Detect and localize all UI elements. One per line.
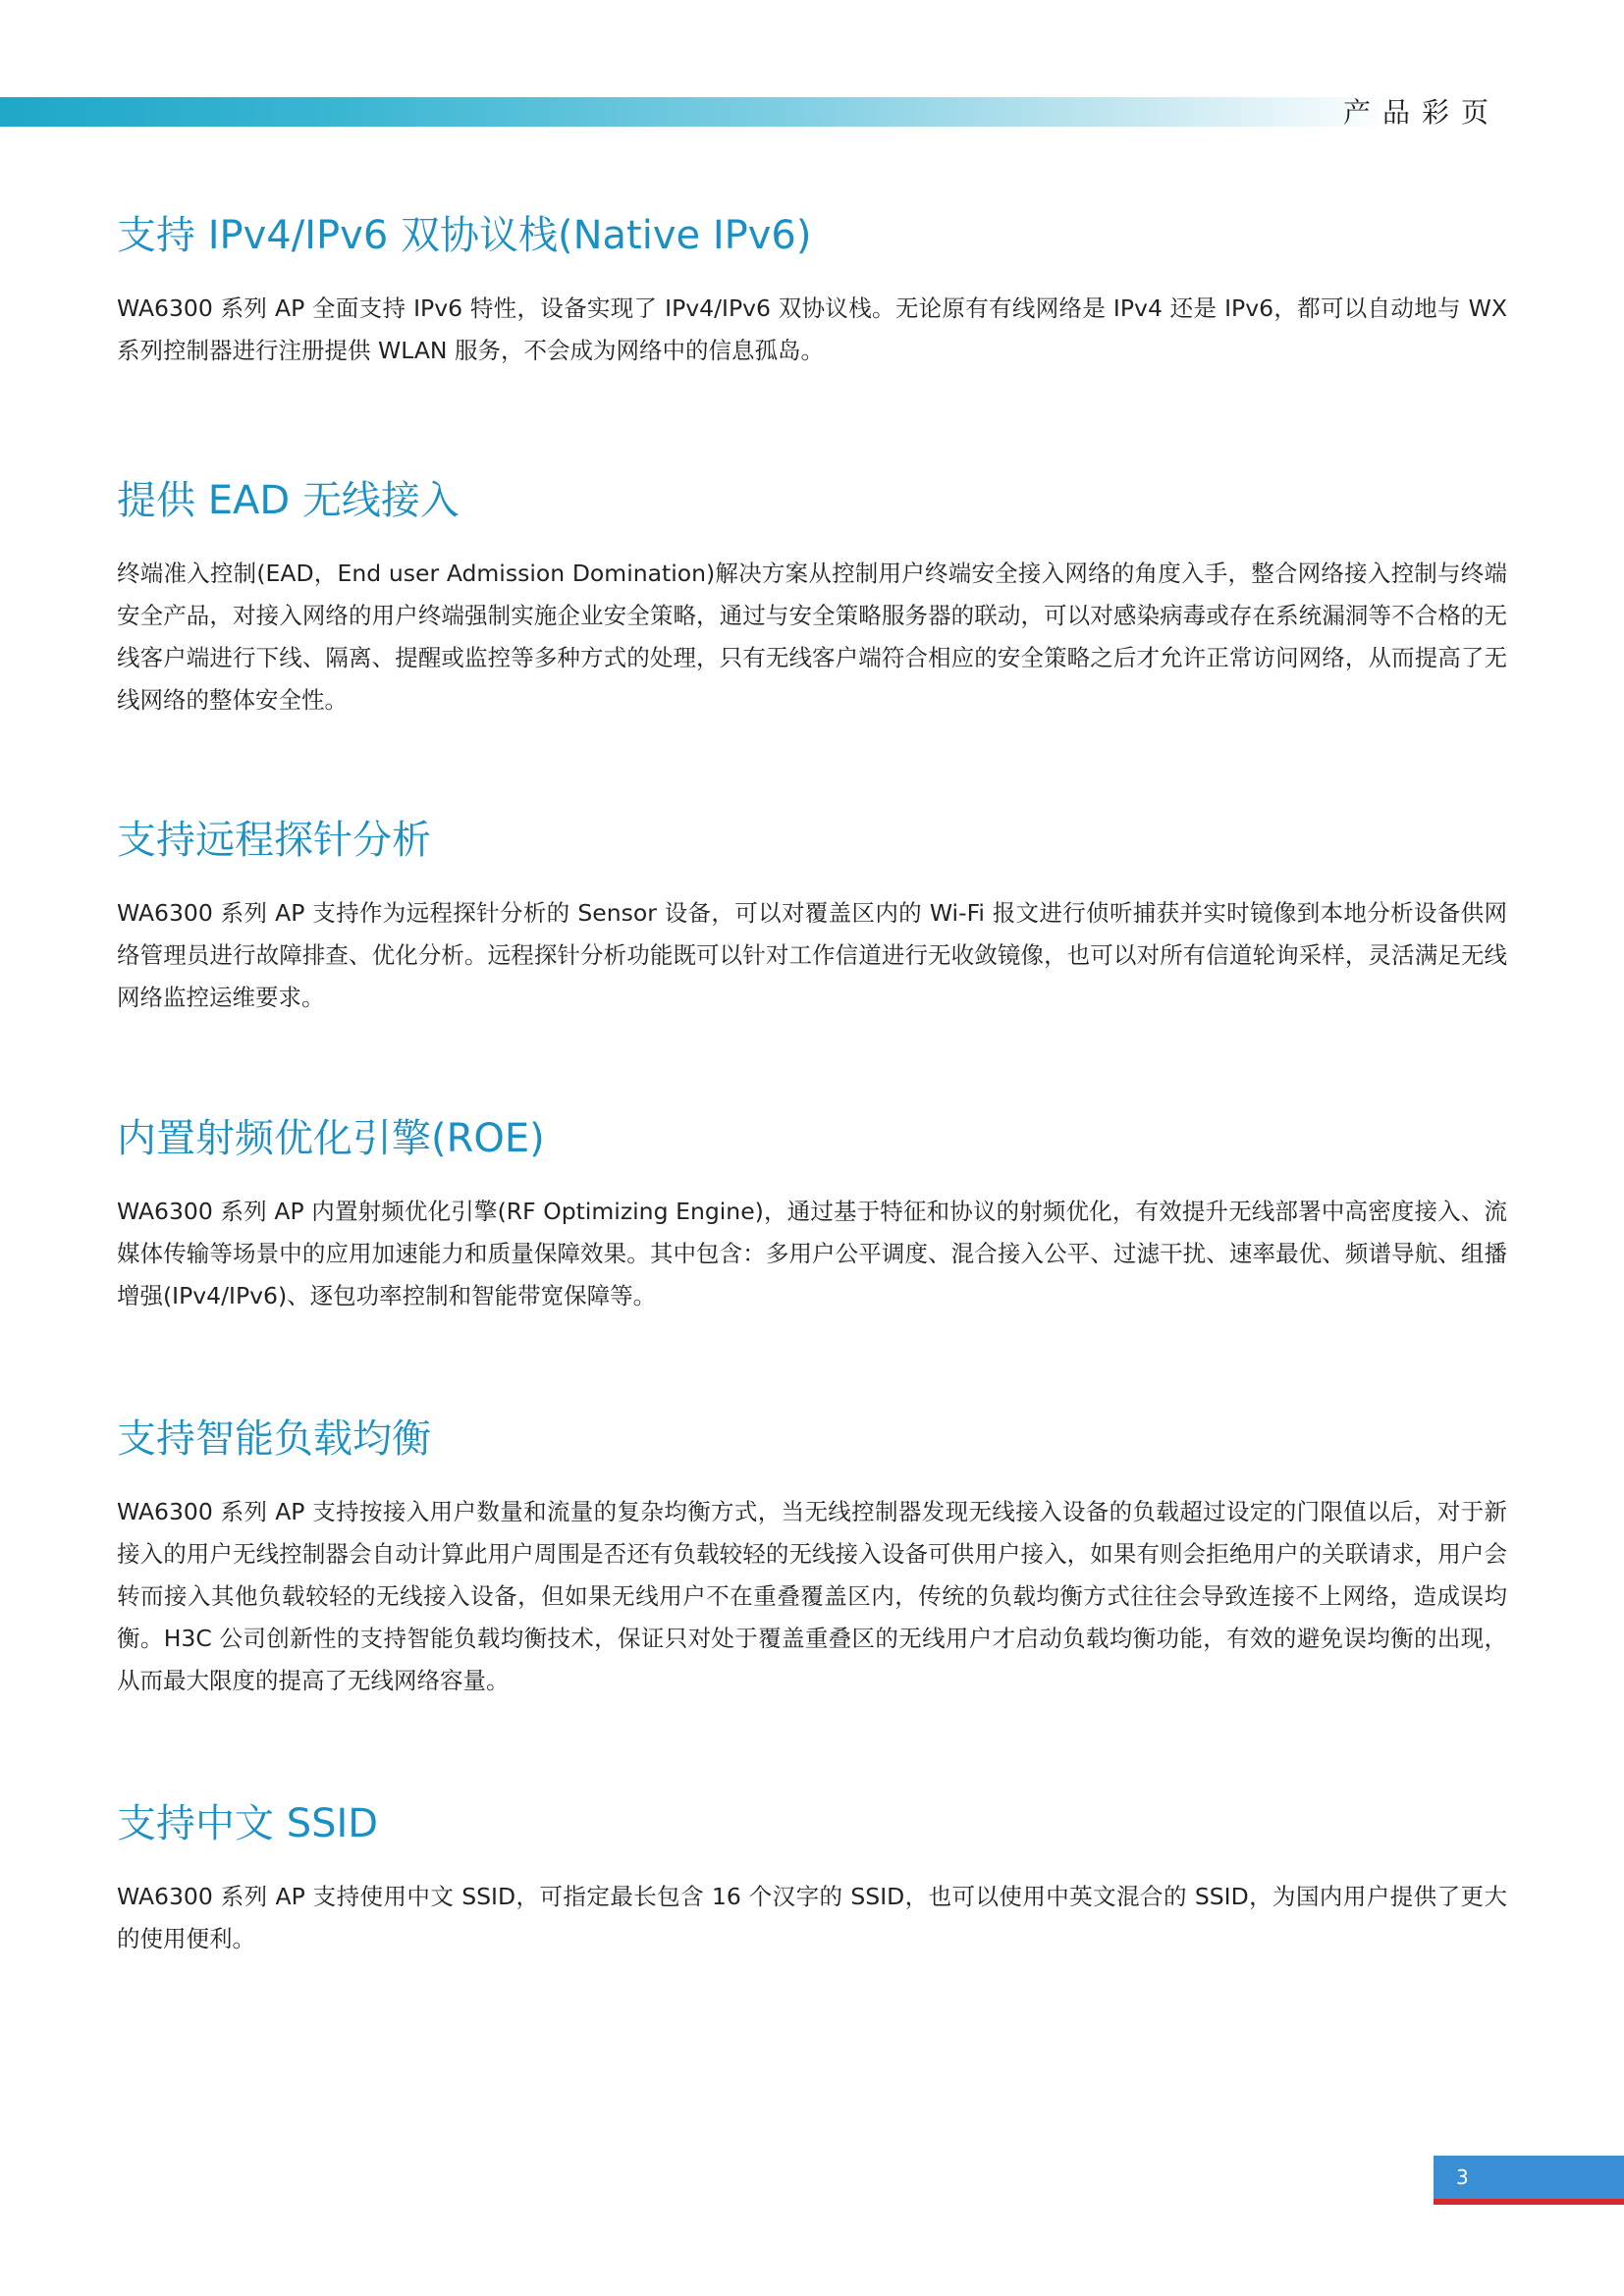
- section-body: WA6300 系列 AP 支持使用中文 SSID，可指定最长包含 16 个汉字的 SSID，也可以使用中英文混合的 SSID，为国内用户提供了更大的使用便利。: [117, 1883, 1507, 1952]
- section-body: WA6300 系列 AP 支持按接入用户数量和流量的复杂均衡方式，当无线控制器发现无线接入设备的负载超过设定的门限值以后，对于新接入的用户无线控制器会自动计算此用户周围是否还有负载较轻的无线接入设备可供用户接入，如果有则会拒绝用户的关联请求，用户会转而接入其他负载较轻的无线接入设备，但如果无线用户不在重叠覆盖区内，传统的负载均衡方式往往会导致连接不上网络，造成误均衡。H3C 公司创新性的支持智能负载均衡技术，保证只对处于覆盖重叠区的无线用户才启动负载均衡功能，有效的避免误均衡的出现，从而最大限度的提高了无线网络容量。: [117, 1498, 1507, 1694]
- section-body: WA6300 系列 AP 全面支持 IPv6 特性，设备实现了 IPv4/IPv6 双协议栈。无论原有有线网络是 IPv4 还是 IPv6，都可以自动地与 WX 系列控制器进行注册提供 WLAN 服务，不会成为网络中的信息孤岛。: [117, 294, 1507, 364]
- header-label: 产品彩页: [1343, 96, 1501, 129]
- section-remote-probe: [117, 813, 1507, 1111]
- section-title: 支持智能负载均衡: [117, 1416, 431, 1462]
- page-number: 3: [1456, 2165, 1469, 2189]
- section-title: 支持中文 SSID: [117, 1801, 379, 1846]
- section-title: 支持远程探针分析: [117, 818, 431, 863]
- page-number-underline: [1434, 2199, 1624, 2205]
- section-body: 终端准入控制(EAD，End user Admission Domination)解决方案从控制用户终端安全接入网络的角度入手，整合网络接入控制与终端安全产品，对接入网络的用户终端强制实施企业安全策略，通过与安全策略服务器的联动，可以对感染病毒或存在系统漏洞等不合格的无线客户端进行下线、隔离、提醒或监控等多种方式的处理，只有无线客户端符合相应的安全策略之后才允许正常访问网络，从而提高了无线网络的整体安全性。: [117, 560, 1507, 714]
- section-title: 内置射频优化引擎(ROE): [117, 1116, 545, 1161]
- section-roe-engine: [117, 1111, 1507, 1412]
- section-ead-wireless-access: [117, 473, 1507, 813]
- section-ipv6-dual-stack: [117, 208, 1507, 473]
- section-title: 支持 IPv4/IPv6 双协议栈(Native IPv6): [117, 213, 812, 258]
- header-gradient-bar: [0, 97, 1399, 127]
- section-chinese-ssid: [117, 1796, 1507, 1993]
- section-body: WA6300 系列 AP 支持作为远程探针分析的 Sensor 设备，可以对覆盖区内的 Wi-Fi 报文进行侦听捕获并实时镜像到本地分析设备供网络管理员进行故障排查、优化分析。远程探针分析功能既可以针对工作信道进行无收敛镜像，也可以对所有信道轮询采样，灵活满足无线网络监控运维要求。: [117, 899, 1507, 1011]
- section-load-balancing: [117, 1412, 1507, 1796]
- page-content: [117, 208, 1507, 1993]
- section-body: WA6300 系列 AP 内置射频优化引擎(RF Optimizing Engine)，通过基于特征和协议的射频优化，有效提升无线部署中高密度接入、流媒体传输等场景中的应用加速能力和质量保障效果。其中包含：多用户公平调度、混合接入公平、过滤干扰、速率最优、频谱导航、组播增强(IPv4/IPv6)、逐包功率控制和智能带宽保障等。: [117, 1198, 1507, 1309]
- section-title: 提供 EAD 无线接入: [117, 478, 460, 523]
